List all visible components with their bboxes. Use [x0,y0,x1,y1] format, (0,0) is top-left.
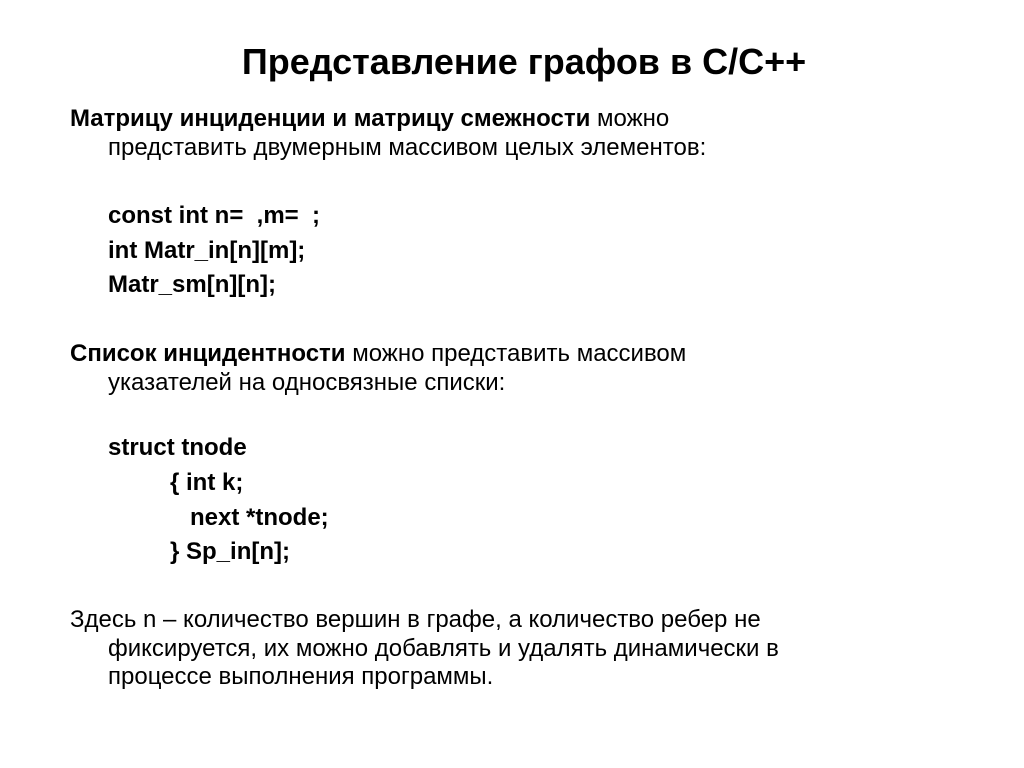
code-line-sp-in: } Sp_in[n]; [170,538,290,565]
code-line-struct: struct tnode [108,434,247,461]
paragraph-1-line-1 [70,104,669,134]
code-line-next: next *tnode; [190,504,329,531]
code-line-const: const int n= ,m= ; [108,202,321,229]
paragraph-1-rest: можно [590,105,670,132]
paragraph-1-bold: Матрицу инциденции и матрицу смежности [70,105,591,132]
paragraph-3-line-2: фиксируется, их можно добавлять и удалять динамически в [108,635,779,662]
code-line-int-k: { int k; [170,469,244,496]
paragraph-2-bold: Список инцидентности [70,340,346,367]
paragraph-3-line-1: Здесь n – количество вершин в графе, а количество ребер не [70,606,761,633]
code-line-matr-sm: Matr_sm[n][n]; [108,271,276,298]
paragraph-3-line-3: процессе выполнения программы. [108,663,494,690]
paragraph-2-line-2: указателей на односвязные списки: [108,369,506,396]
code-line-matr-in: int Matr_in[n][m]; [108,237,306,264]
slide-title: Представление графов в C/C++ [241,41,807,82]
paragraph-2-rest: можно представить массивом [345,340,687,367]
paragraph-2-line-1 [70,339,686,369]
paragraph-1-line-2: представить двумерным массивом целых элементов: [108,134,707,161]
